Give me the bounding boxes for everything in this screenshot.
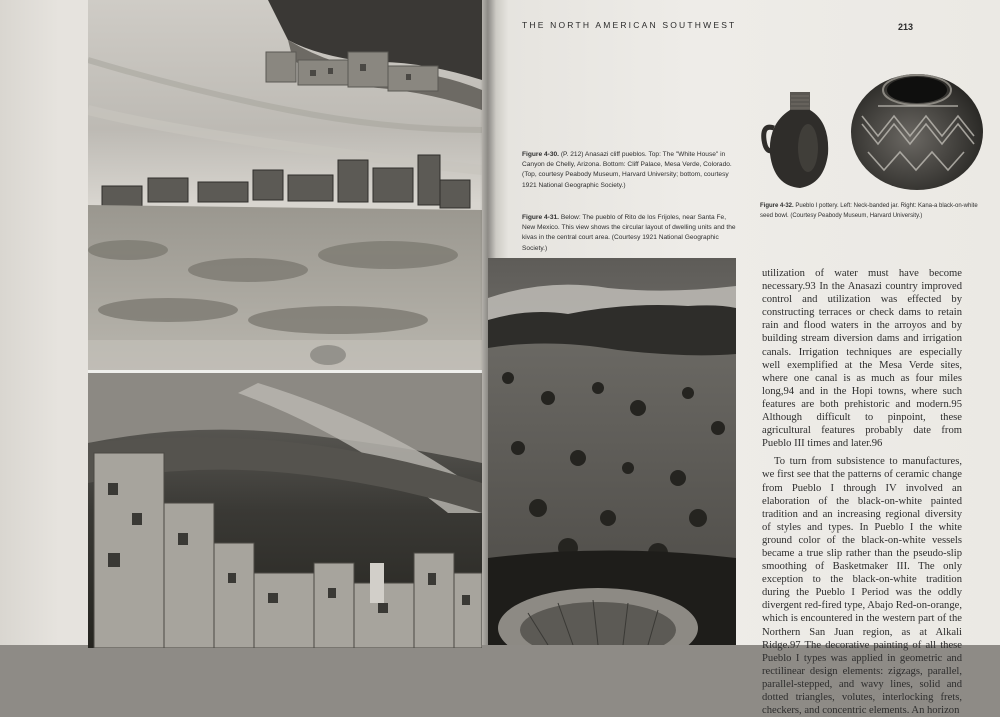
kana-a-seed-bowl-photo [848, 66, 986, 192]
caption-figure-4-30 [522, 150, 740, 191]
caption-figure-4-32 [760, 202, 982, 221]
cliff-palace-photo [88, 370, 482, 648]
caption-label: Figure 4-32. [760, 203, 794, 209]
caption-text: (P. 212) Anasazi cliff pueblos. Top: The "White House" in Canyon de Chelly, Arizona. Bottom: Cliff Palace, Mesa Verde, Colorado. (Top, courtesy Peabody Museum, Harvard University; bottom, courtesy 1921 National Geographic Society.) [522, 151, 732, 189]
caption-text: Pueblo I pottery. Left: Neck-banded jar. Right: Kana-a black-on-white seed bowl. (Courtesy Peabody Museum, Harvard University.) [760, 203, 978, 219]
body-paragraph: utilization of water must have become necessary.93 In the Anasazi country improved control and utilization was effected by constructing terraces or check dams to retain rain and flood waters in the arroyos and by building stream diversion dams and irrigation canals. Irrigation techniques are especially well exemplified at the Mesa Verde sites, where one canal is as much as four miles long,94 and in the Hopi towns, where such features are both prehistoric and modern.95 Although difficult to pinpoint, these agricultural features probably date from Pueblo III times and later.96 [762, 268, 962, 450]
caption-label: Figure 4-30. [522, 151, 560, 158]
caption-label: Figure 4-31. [522, 214, 560, 221]
neck-banded-jar-photo [760, 88, 836, 190]
left-page [0, 0, 490, 645]
caption-text: Below: The pueblo of Rito de los Frijoles, near Santa Fe, New Mexico. This view shows the circular layout of dwelling units and the kivas in the central court area. (Courtesy 1921 National Geographic Society.) [522, 214, 736, 252]
caption-figure-4-31 [522, 213, 740, 254]
body-paragraph: To turn from subsistence to manufactures, we first see that the patterns of ceramic change from Pueblo I through IV involved an elaboration of the black-on-white painted tradition and an increasing regional diversity of styles and types. In Pueblo I the white ground color of the black-on-white vessels became a true slip rather than the pseudo-slip smoothing of Basketmaker III. The only exception to the black-on-white tradition during the Pueblo I Period was the oddly divergent red-fired type, Abajo Red-on-orange, which is encountered in the western part of the Northern San Juan region, as at Alkali Ridge.97 The decorative painting of all these Pueblo I types was applied in geometric and rectilinear design elements: zigzags, parallel, parallel-stepped, and wavy lines, solid and dotted triangles, volutes, interlocking frets, checkers, and concentric elements. An horizon [762, 456, 962, 717]
rito-de-los-frijoles-photo [488, 258, 736, 645]
running-head: THE NORTH AMERICAN SOUTHWEST [522, 20, 737, 30]
page-number: 213 [898, 22, 914, 32]
white-house-photo [88, 0, 482, 370]
body-text [762, 267, 962, 717]
